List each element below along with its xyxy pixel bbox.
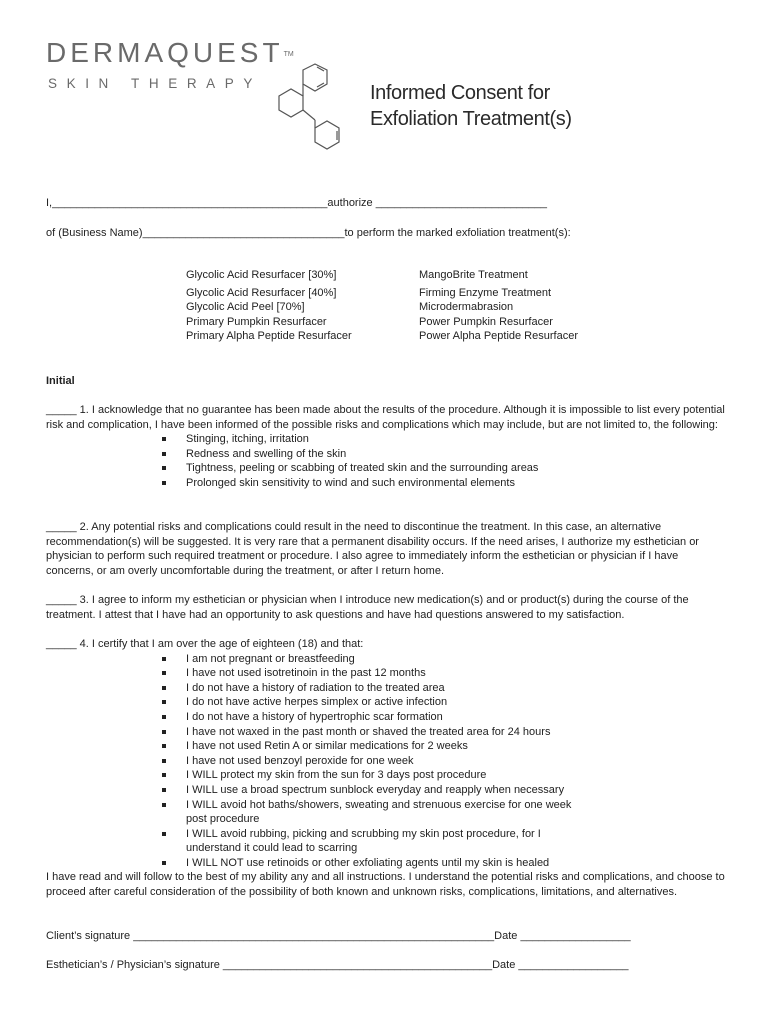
treatment-option: Firming Enzyme Treatment — [419, 286, 552, 299]
treatment-option: Glycolic Acid Resurfacer [40%] — [186, 286, 337, 299]
item-3-text: _____ 3. I agree to inform my esthetician or physician when I introduce new medication(s) and or product(s) during the course of the treatment. I attest that I have had an opportunity to ask questions and have had questions answered to my satisfaction. — [46, 594, 689, 621]
page-title — [370, 80, 572, 132]
initial-heading: Initial — [46, 375, 75, 387]
closing-statement — [46, 870, 726, 899]
consent-item-4 — [46, 637, 726, 871]
list-item: I have not waxed in the past month or shaved the treated area for 24 hours — [46, 725, 576, 740]
esthetician-signature-line: Esthetician’s / Physician’s signature ____________________________________________Date __________________ — [46, 959, 629, 971]
list-item: I WILL use a broad spectrum sunblock everyday and reapply when necessary — [46, 783, 576, 798]
item-1-risk-list — [46, 432, 726, 490]
list-item: Redness and swelling of the skin — [46, 447, 726, 462]
list-item: I have not used isotretinoin in the past 12 months — [46, 666, 576, 681]
treatment-option: Power Pumpkin Resurfacer — [419, 315, 553, 328]
consent-item-2 — [46, 520, 726, 578]
list-item: I WILL NOT use retinoids or other exfoliating agents until my skin is healed — [46, 856, 576, 871]
list-item: Tightness, peeling or scabbing of treated skin and the surrounding areas — [46, 461, 726, 476]
title-line-1: Informed Consent for — [370, 82, 550, 104]
molecule-logo-icon — [255, 58, 355, 158]
treatment-list-left — [186, 268, 352, 344]
item-1-text: _____ 1. I acknowledge that no guarantee has been made about the results of the procedure. Although it is impossible to list every potential risk and complication, I have been informed of the possible risks and complications which may include, but are not limited to, the following: — [46, 404, 725, 431]
item-2-text: _____ 2. Any potential risks and complications could result in the need to discontinue the treatment. In this case, an alternative recommendation(s) will be suggested. It is very rare that a permanent disability occurs. If the need arises, I authorize my esthetician or physician to perform such required treatment or procedure. I also agree to immediately inform the esthetician or physician if I have concerns, or am overly uncomfortable during the treatment, or after I return home. — [46, 521, 699, 577]
treatment-option: Microdermabrasion — [419, 301, 514, 314]
list-item: I am not pregnant or breastfeeding — [46, 652, 576, 667]
treatment-option: Glycolic Acid Resurfacer [30%] — [186, 269, 337, 281]
title-line-2: Exfoliation Treatment(s) — [370, 108, 572, 130]
treatment-option: MangoBrite Treatment — [419, 269, 528, 281]
list-item: I do not have active herpes simplex or active infection — [46, 695, 576, 710]
treatment-option: Primary Pumpkin Resurfacer — [186, 315, 327, 328]
treatment-list-right — [419, 268, 578, 344]
consent-item-3 — [46, 593, 726, 622]
list-item: I do not have a history of radiation to the treated area — [46, 681, 576, 696]
client-signature-line: Client’s signature ___________________________________________________________Date __________________ — [46, 930, 631, 942]
consent-item-1 — [46, 403, 726, 491]
brand-name: DERMAQUEST™ — [46, 37, 294, 68]
list-item: I WILL protect my skin from the sun for 3 days post procedure — [46, 768, 576, 783]
trademark-mark: TM — [283, 51, 294, 58]
list-item: I WILL avoid hot baths/showers, sweating and strenuous exercise for one week post procedure — [46, 798, 576, 827]
list-item: I have not used benzoyl peroxide for one week — [46, 754, 576, 769]
list-item: Prolonged skin sensitivity to wind and such environmental elements — [46, 476, 726, 491]
brand-subtitle: SKIN THERAPY — [48, 76, 262, 91]
treatment-option: Glycolic Acid Peel [70%] — [186, 301, 305, 314]
list-item: I have not used Retin A or similar medications for 2 weeks — [46, 739, 576, 754]
closing-text: I have read and will follow to the best of my ability any and all instructions. I understand the potential risks and complications, and choose to proceed after careful consideration of the possibility of both known and unknown risks, complications, limitations, and alternatives. — [46, 871, 725, 898]
authorize-line: I,_____________________________________________authorize ____________________________ — [46, 197, 548, 209]
item-4-text: _____ 4. I certify that I am over the age of eighteen (18) and that: — [46, 638, 364, 650]
treatment-option: Power Alpha Peptide Resurfacer — [419, 330, 578, 343]
item-4-certification-list — [46, 652, 726, 871]
list-item: I do not have a history of hypertrophic scar formation — [46, 710, 576, 725]
treatment-option: Primary Alpha Peptide Resurfacer — [186, 330, 352, 343]
list-item: I WILL avoid rubbing, picking and scrubbing my skin post procedure, for I understand it could lead to scarring — [46, 827, 586, 856]
business-name-line: of (Business Name)_________________________________to perform the marked exfoliation treatment(s): — [46, 227, 571, 239]
list-item: Stinging, itching, irritation — [46, 432, 726, 447]
